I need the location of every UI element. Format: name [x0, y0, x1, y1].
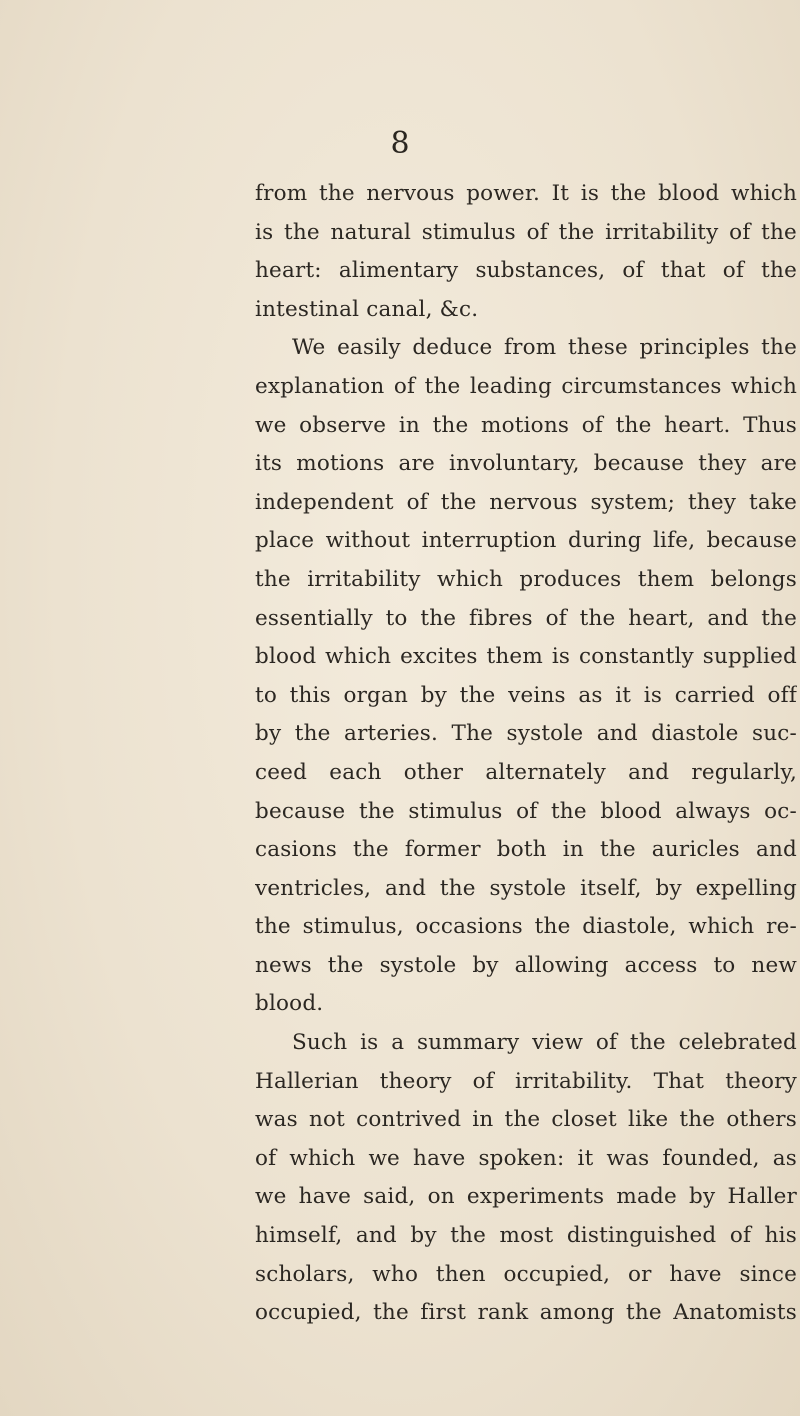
- text-line: from the nervous power. It is the blood which: [255, 181, 797, 206]
- text-line: Hallerian theory of irritability. That theory: [255, 1068, 797, 1094]
- text-line: its motions are involuntary, because they are: [255, 451, 797, 477]
- text-line: is the natural stimulus of the irritability of the: [255, 219, 797, 245]
- text-line: we observe in the motions of the heart. Thus: [255, 412, 797, 438]
- page-number: 8: [390, 126, 410, 161]
- text-line: intestinal canal, &c.: [255, 296, 479, 322]
- text-line: because the stimulus of the blood always oc-: [255, 798, 797, 824]
- text-line: casions the former both in the auricles and: [255, 837, 797, 863]
- text-line: occupied, the first rank among the Anatomists: [255, 1300, 797, 1326]
- body-text: [255, 175, 797, 1333]
- text-line: to this organ by the veins as it is carried off: [255, 682, 797, 708]
- text-line: the irritability which produces them belongs: [255, 566, 797, 592]
- text-line: blood which excites them is constantly supplied: [255, 644, 797, 670]
- text-line: blood.: [255, 991, 324, 1017]
- paragraph-start-line: Such is a summary view of the celebrated: [292, 1030, 797, 1056]
- text-line: was not contrived in the closet like the others: [255, 1107, 797, 1133]
- text-line: place without interruption during life, because: [255, 528, 797, 554]
- text-line: news the systole by allowing access to new: [255, 952, 797, 978]
- text-line: the stimulus, occasions the diastole, which re-: [255, 914, 797, 940]
- text-line: himself, and by the most distinguished of his: [255, 1223, 797, 1249]
- text-line: ventricles, and the systole itself, by expelling: [255, 875, 797, 901]
- text-line: ceed each other alternately and regularly,: [255, 759, 797, 785]
- text-line: heart: alimentary substances, of that of the: [255, 258, 797, 284]
- text-line: independent of the nervous system; they take: [255, 489, 797, 515]
- text-line: by the arteries. The systole and diastole suc-: [255, 721, 797, 747]
- text-line: explanation of the leading circumstances which: [255, 373, 797, 399]
- text-line: scholars, who then occupied, or have since: [255, 1261, 797, 1287]
- paragraph-start-line: We easily deduce from these principles the: [292, 335, 797, 361]
- text-line: we have said, on experiments made by Haller: [255, 1184, 797, 1210]
- text-line: of which we have spoken: it was founded, as: [255, 1145, 797, 1171]
- text-line: essentially to the fibres of the heart, and the: [255, 605, 797, 631]
